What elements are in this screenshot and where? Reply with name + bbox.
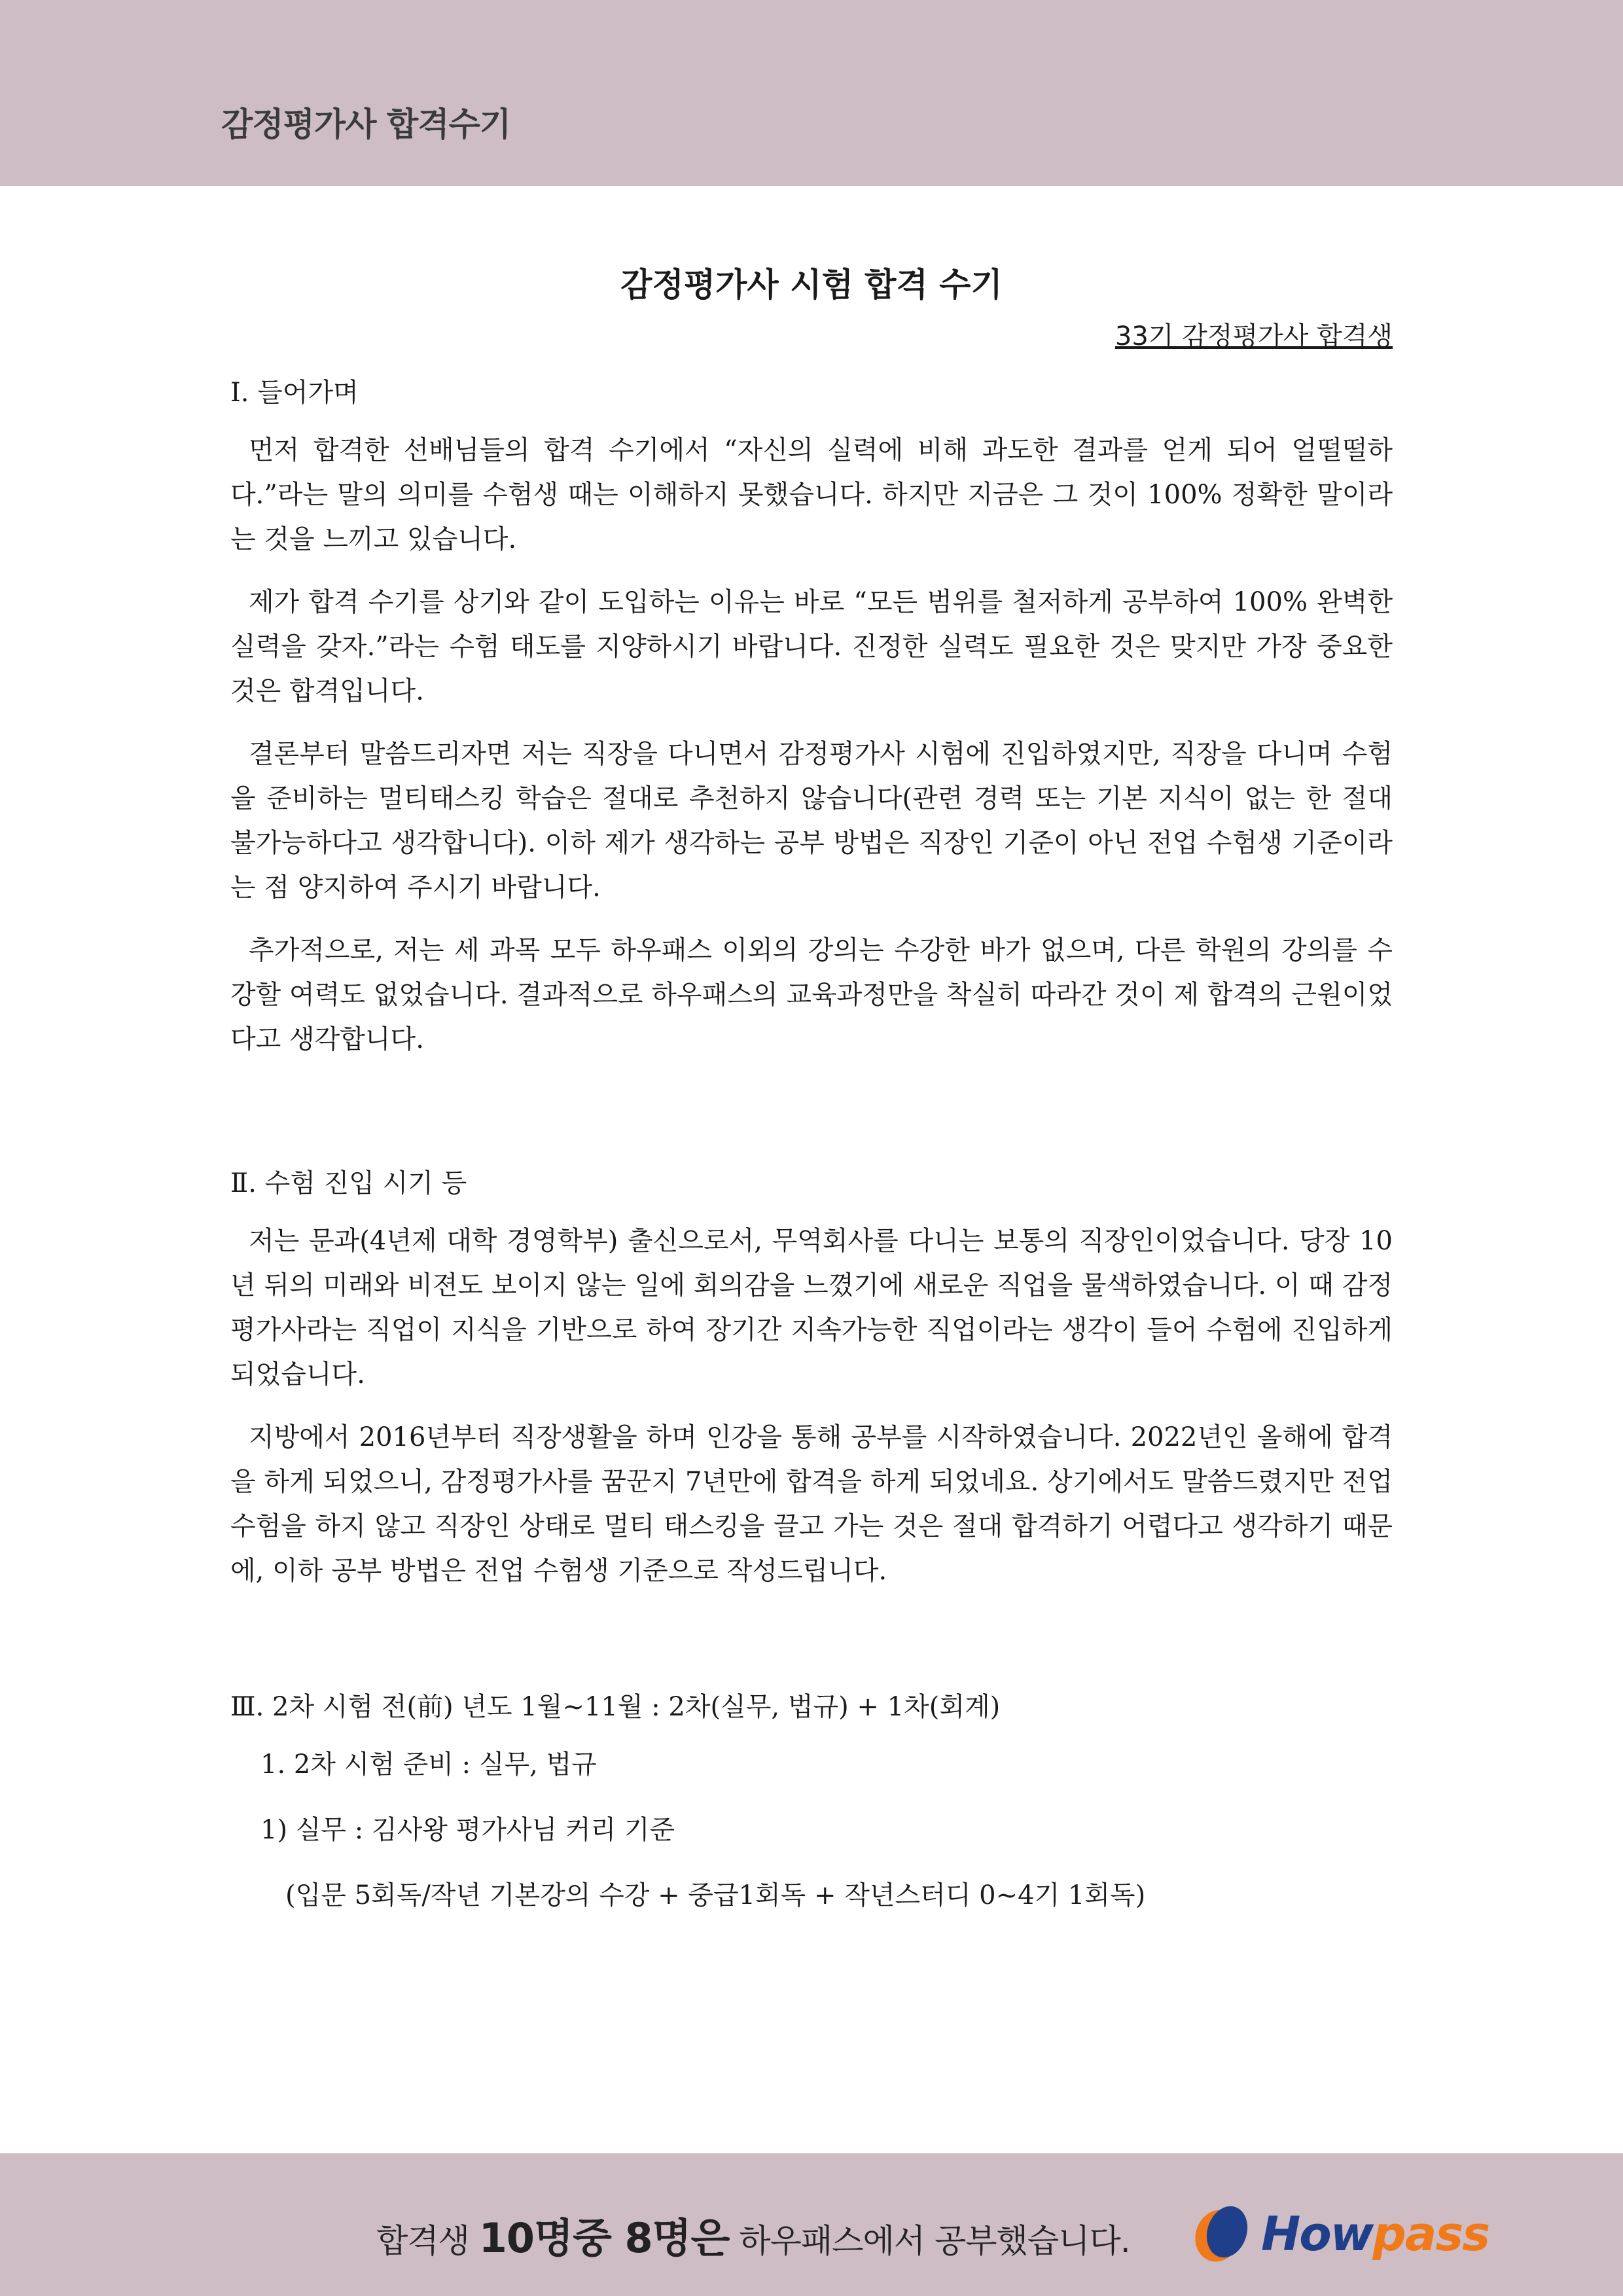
section-1-heading: Ⅰ. 들어가며 <box>230 378 359 408</box>
slogan-emphasis: 10명중 8명은 <box>478 2214 730 2262</box>
howpass-logo-text <box>1261 2204 1489 2263</box>
section-1-paragraph: 추가적으로, 저는 세 과목 모두 하우패스 이외의 강의는 수강한 바가 없으며, 다른 학원의 강의를 수강할 여력도 없었습니다. 결과적으로 하우패스의 교육과정만을 착실히 따라간 것이 제 합격의 근원이었다고 생각합니다. <box>230 935 1393 1054</box>
section-3-subitem: 1) 실무 : 김사왕 평가사님 커리 기준 <box>260 1815 675 1845</box>
section-2-paragraph: 저는 문과(4년제 대학 경영학부) 출신으로서, 무역회사를 다니는 보통의 직장인이었습니다. 당장 10년 뒤의 미래와 비젼도 보이지 않는 일에 회의감을 느꼈기에 새로운 직업을 물색하였습니다. 이 때 감정평가사라는 직업이 지식을 기반으로 하여 장기간 지속가능한 직업이라는 생각이 들어 수험에 진입하게 되었습니다. <box>230 1226 1393 1390</box>
logo-text-pass: pass <box>1372 2206 1489 2261</box>
section-gap <box>230 1611 1393 1677</box>
section-3-note: (입문 5회독/작년 기본강의 수강 + 중급1회독 + 작년스터디 0~4기 1회독) <box>285 1880 1146 1910</box>
document-body <box>230 262 1393 1918</box>
slogan-pre: 합격생 <box>376 2222 479 2260</box>
section-3-subheading: 1. 2차 시험 준비 : 실무, 법규 <box>260 1749 597 1780</box>
howpass-logo <box>1188 2200 1489 2266</box>
logo-text-how: How <box>1261 2206 1373 2261</box>
document-title: 감정평가사 시험 합격 수기 <box>620 266 1003 304</box>
header-title: 감정평가사 합격수기 <box>221 105 511 143</box>
section-1-paragraph: 제가 합격 수기를 상기와 같이 도입하는 이유는 바로 “모든 범위를 철저하게 공부하여 100% 완벽한 실력을 갖자.”라는 수험 태도를 지양하시기 바랍니다. 진정한 실력도 필요한 것은 맞지만 가장 중요한 것은 합격입니다. <box>230 587 1393 706</box>
section-2-paragraph: 지방에서 2016년부터 직장생활을 하며 인강을 통해 공부를 시작하였습니다. 2022년인 올해에 합격을 하게 되었으니, 감정평가사를 꿈꾼지 7년만에 합격을 하게 되었네요. 상기에서도 말씀드렸지만 전업 수험을 하지 않고 직장인 상태로 멀티 태스킹을 끌고 가는 것은 절대 합격하기 어렵다고 생각하기 때문에, 이하 공부 방법은 전업 수험생 기준으로 작성드립니다. <box>230 1422 1393 1586</box>
section-1-paragraph: 결론부터 말씀드리자면 저는 직장을 다니면서 감정평가사 시험에 진입하였지만, 직장을 다니며 수험을 준비하는 멀티태스킹 학습은 절대로 추천하지 않습니다(관련 경력 또는 기본 지식이 없는 한 절대 불가능하다고 생각합니다). 이하 제가 생각하는 공부 방법은 직장인 기준이 아닌 전업 수험생 기준이라는 점 양지하여 주시기 바랍니다. <box>230 739 1393 903</box>
section-3-heading: Ⅲ. 2차 시험 전(前) 년도 1월~11월 : 2차(실무, 법규) + 1차(회계) <box>230 1692 1001 1722</box>
slogan-post: 하우패스에서 공부했습니다. <box>729 2222 1130 2260</box>
footer-slogan <box>376 2206 1130 2264</box>
section-2-heading: Ⅱ. 수험 진입 시기 등 <box>230 1168 467 1198</box>
section-1-paragraph: 먼저 합격한 선배님들의 합격 수기에서 “자신의 실력에 비해 과도한 결과를 얻게 되어 얼떨떨하다.”라는 말의 의미를 수험생 때는 이해하지 못했습니다. 하지만 지금은 그 것이 100% 정확한 말이라는 것을 느끼고 있습니다. <box>230 435 1393 554</box>
howpass-logo-mark-icon <box>1188 2200 1256 2266</box>
section-gap <box>230 1080 1393 1153</box>
header-band <box>0 0 1623 186</box>
author-line: 33기 감정평가사 합격생 <box>1115 321 1393 351</box>
